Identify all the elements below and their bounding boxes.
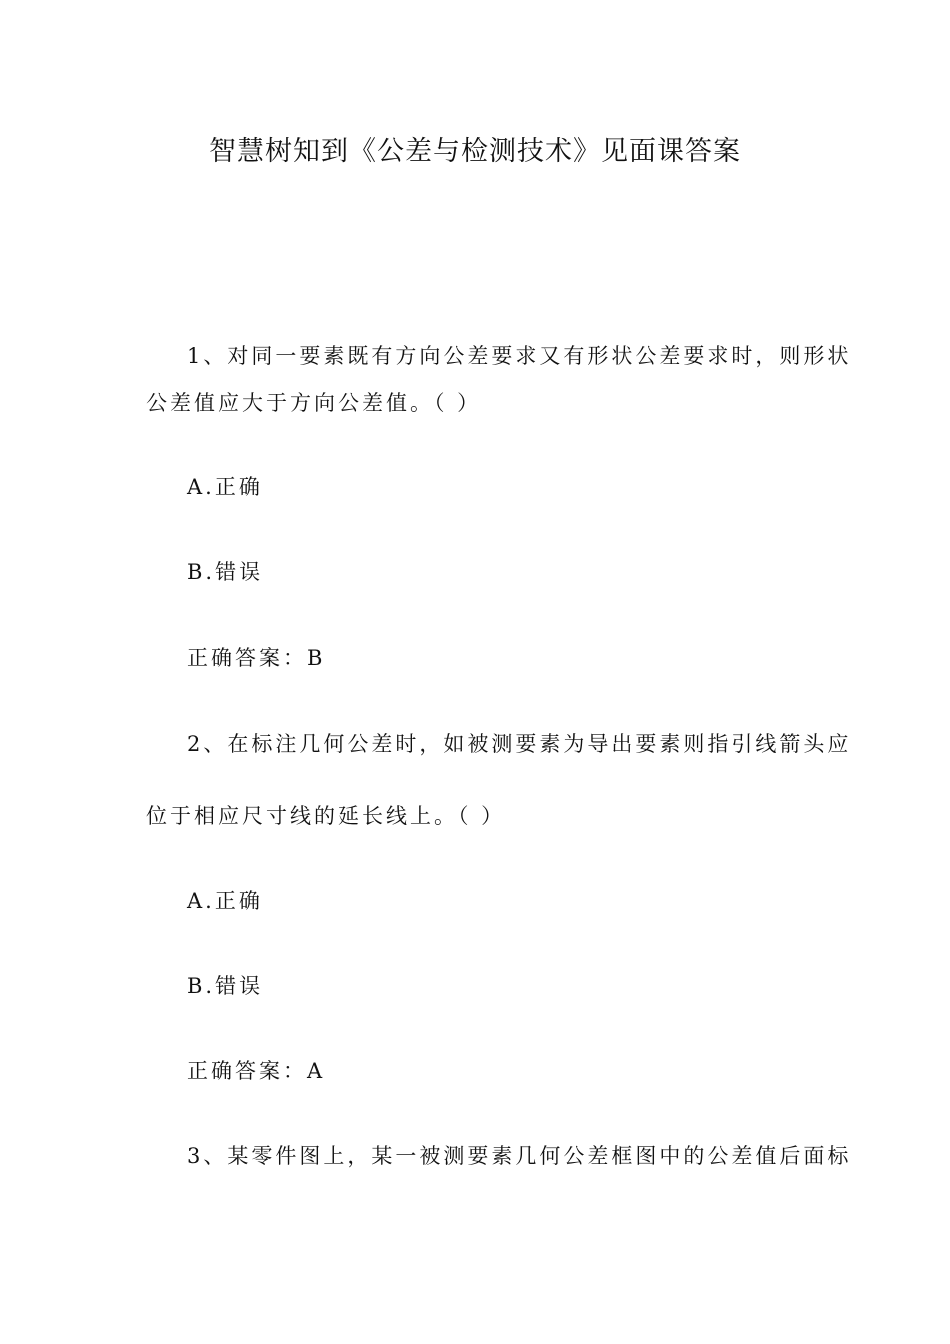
question-2-option-a: A.正确 [187,889,263,913]
document-title: 智慧树知到《公差与检测技术》见面课答案 [209,136,741,167]
question-1-stem-line-2: 公差值应大于方向公差值。（ ） [146,391,482,415]
question-2-stem-line-2: 位于相应尺寸线的延长线上。（ ） [146,804,506,828]
question-2-stem-line-1: 2、在标注几何公差时，如被测要素为导出要素则指引线箭头应 [187,732,852,756]
question-2-answer: 正确答案：A [187,1059,326,1083]
question-1-answer: 正确答案：B [187,646,326,670]
question-2-option-b: B.错误 [187,974,264,998]
question-1-stem-line-1: 1、对同一要素既有方向公差要求又有形状公差要求时，则形状 [187,344,852,368]
question-3-stem-line-1: 3、某零件图上，某一被测要素几何公差框图中的公差值后面标 [187,1144,852,1168]
question-1-option-a: A.正确 [187,475,263,499]
question-1-option-b: B.错误 [187,560,264,584]
